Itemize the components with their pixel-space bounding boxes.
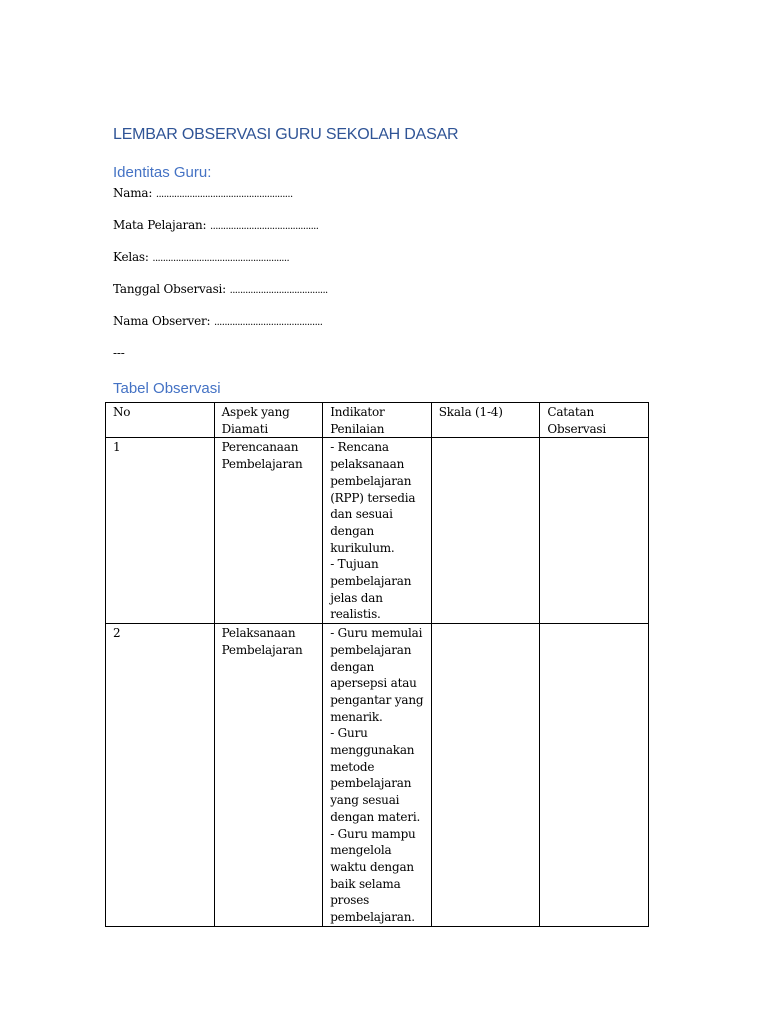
indikator-item: - Tujuan pembelajaran jelas dan realistis. (330, 557, 412, 622)
field-tanggal-observasi (113, 282, 328, 296)
cell-aspek: Pelaksanaan Pembelajaran (214, 624, 323, 927)
identitas-heading: Identitas Guru: (113, 164, 212, 181)
column-header-no: No (106, 403, 215, 438)
field-label: Nama: (113, 186, 153, 200)
table-row (106, 438, 649, 624)
column-header-skala: Skala (1-4) (431, 403, 540, 438)
cell-no: 2 (106, 624, 215, 927)
separator: --- (113, 346, 125, 360)
cell-indikator (323, 438, 432, 624)
field-label: Tanggal Observasi: (113, 282, 227, 296)
field-dots: ..................................................... (152, 253, 290, 264)
indikator-item: - Guru menggunakan metode pembelajaran yang sesuai dengan materi. (330, 726, 421, 824)
field-nama (113, 186, 293, 200)
cell-catatan[interactable] (540, 438, 649, 624)
observation-table (105, 402, 649, 927)
cell-indikator (323, 624, 432, 927)
field-kelas (113, 250, 289, 264)
document-title: LEMBAR OBSERVASI GURU SEKOLAH DASAR (113, 126, 459, 143)
field-dots: ...................................... (229, 285, 328, 296)
indikator-item: - Guru memulai pembelajaran dengan apersepsi atau pengantar yang menarik. (330, 626, 424, 724)
column-header-catatan: Catatan Observasi (540, 403, 649, 438)
table-row (106, 624, 649, 927)
field-nama-observer (113, 314, 322, 328)
cell-no: 1 (106, 438, 215, 624)
field-mata-pelajaran (113, 218, 318, 232)
field-dots: .......................................... (214, 317, 323, 328)
field-label: Mata Pelajaran: (113, 218, 207, 232)
field-dots: ..................................................... (155, 189, 293, 200)
column-header-aspek: Aspek yang Diamati (214, 403, 323, 438)
field-label: Kelas: (113, 250, 149, 264)
cell-aspek: Perencanaan Pembelajaran (214, 438, 323, 624)
column-header-indikator: Indikator Penilaian (323, 403, 432, 438)
indikator-item: - Rencana pelaksanaan pembelajaran (RPP) tersedia dan sesuai dengan kurikulum. (330, 440, 416, 555)
cell-catatan[interactable] (540, 624, 649, 927)
cell-skala[interactable] (431, 624, 540, 927)
cell-skala[interactable] (431, 438, 540, 624)
field-dots: .......................................... (210, 221, 319, 232)
field-label: Nama Observer: (113, 314, 211, 328)
tabel-heading: Tabel Observasi (113, 380, 221, 397)
table-header-row (106, 403, 649, 438)
indikator-item: - Guru mampu mengelola waktu dengan baik selama proses pembelajaran. (330, 826, 416, 925)
